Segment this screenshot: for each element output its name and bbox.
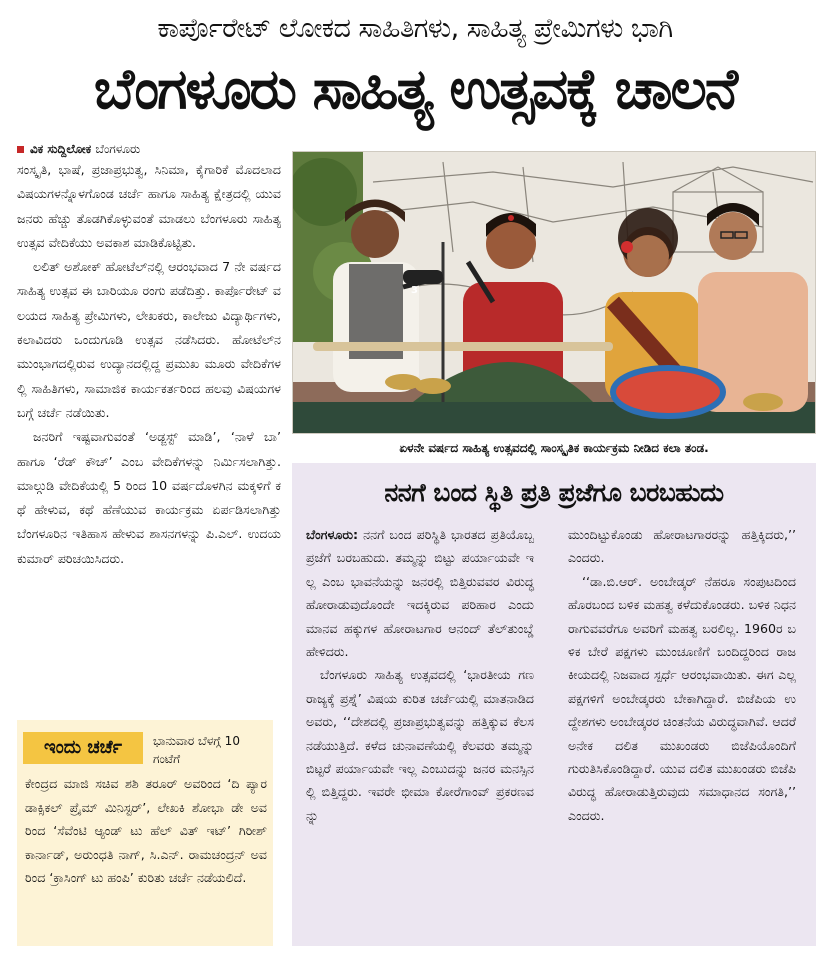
sidebar-story [292, 463, 816, 946]
sidebar-title: ನನಗೆ ಬಂದ ಸ್ಥಿತಿ ಪ್ರತಿ ಪ್ರಜೆಗೂ ಬರಬಹುದು [384, 478, 724, 507]
sidebar-column-2 [568, 523, 796, 827]
article-text [17, 158, 281, 571]
performers-photo-illustration [293, 152, 816, 434]
article-paragraph: ಲಲಿತ್ ಅಶೋಕ್ ಹೋಟೆಲ್‌ನಲ್ಲಿ ಆರಂಭವಾದ 7 ನೇ ವರ್ಷದ ಸಾಹಿತ್ಯ ಉತ್ಸವ ಈ ಬಾರಿಯೂ ರಂಗು ಪಡೆದಿತ್ತು. ಕಾರ್ಪೊರೇಟ್ ವಲಯದ ಸಾಹಿತ್ಯ ಪ್ರೇಮಿಗಳು, ಲೇಖಕರು, ಕಾಲೇಜು ವಿದ್ಯಾರ್ಥಿಗಳು, ಕಲಾವಿದರು ಒಂದುಗೂಡಿ ಉತ್ಸವ ನಡೆಸಿದರು. ಹೋಟೆಲ್‌ನ ಮುಂಭಾಗದಲ್ಲಿರುವ ಉದ್ಯಾನದಲ್ಲಿದ್ದ ಪ್ರಮುಖ ಮೂರು ವೇದಿಕೆಗಳಲ್ಲಿ ಸಾಹಿತಿಗಳು, ಸಾಮಾಜಿಕ ಕಾರ್ಯಕರ್ತರಿಂದ ಹಲವು ವಿಷಯಗಳ ಬಗ್ಗೆ ಚರ್ಚೆ ನಡೆಯಿತು. [17, 259, 281, 420]
sidebar-paragraph: ‘‘ಡಾ.ಬಿ.ಆರ್. ಅಂಬೇಡ್ಕರ್ ನೆಹರೂ ಸಂಪುಟದಿಂದ ಹೊರಬಂದ ಬಳಿಕ ಮಹತ್ವ ಕಳೆದುಕೊಂಡರು. ಬಳಿಕ ನಿಧನರಾಗುವವರೆಗೂ ಅವರಿಗೆ ಮಹತ್ವ ಬರಲಿಲ್ಲ. 1960ರ ಬಳಿಕ ಬೇರೆ ಪಕ್ಷಗಳು ಮುಂಚೂಣಿಗೆ ಬಂದಿದ್ದರಿಂದ ರಾಜಕೀಯದಲ್ಲಿ ನಿಜವಾದ ಸ್ಪರ್ಧೆ ಆರಂಭವಾಯಿತು. ಈಗ ಎಲ್ಲ ಪಕ್ಷಗಳಿಗೆ ಅಂಬೇಡ್ಕರರು ಬೇಕಾಗಿದ್ದಾರೆ. ಬಿಜೆಪಿಯ ಉದ್ದೇಶಗಳು ಅಂಬೇಡ್ಕರರ ಚಿಂತನೆಯ ವಿರುದ್ಧವಾಗಿವೆ. ಆದರೆ ಅನೇಕ ದಲಿತ ಮುಖಂಡರು ಬಿಜೆಪಿಯೊಂದಿಗೆ ಗುರುತಿಸಿಕೊಂಡಿದ್ದಾರೆ. ಯುವ ದಲಿತ ಮುಖಂಡರು ಬಿಜೆಪಿ ವಿರುದ್ಧ ಹೋರಾಡುತ್ತಿರುವುದು ಸಮಾಧಾನದ ಸಂಗತಿ,’’ ಎಂದರು. [568, 573, 797, 823]
bullet-square-icon [17, 146, 24, 153]
sidebar-paragraph: ಬೆಂಗಳೂರು ಸಾಹಿತ್ಯ ಉತ್ಸವದಲ್ಲಿ ‘ಭಾರತೀಯ ಗಣರಾಜ್ಯಕ್ಕೆ ಪ್ರಶ್ನೆ’ ವಿಷಯ ಕುರಿತ ಚರ್ಚೆಯಲ್ಲಿ ಮಾತನಾಡಿದ ಅವರು, ‘‘ದೇಶದಲ್ಲಿ ಪ್ರಜಾಪ್ರಭುತ್ವವನ್ನು ಹತ್ತಿಕ್ಕುವ ಕೆಲಸ ನಡೆಯುತ್ತಿದೆ. ಕಳೆದ ಚುನಾವಣೆಯಲ್ಲಿ ಕೆಲವರು ತಮ್ಮನ್ನು ಬಿಟ್ಟರೆ ಪರ್ಯಾಯವೇ ಇಲ್ಲ ಎಂಬುದನ್ನು ಜನರ ಮನಸ್ಸಿನಲ್ಲಿ ಬಿತ್ತಿದ್ದರು. ಇವರೇ ಭೀಮಾ ಕೋರೆಗಾಂವ್ ಪ್ರಕರಣವನ್ನು [306, 667, 534, 823]
sidebar-dateline: ಬೆಂಗಳೂರು: [306, 527, 359, 542]
event-photo [292, 151, 816, 434]
today-discussion-body: ಕೇಂದ್ರದ ಮಾಜಿ ಸಚಿವ ಶಶಿ ತರೂರ್ ಅವರಿಂದ ‘ದಿ ಪ್ಯಾರಡಾಕ್ಸಿಕಲ್ ಪ್ರೈಮ್ ಮಿನಿಸ್ಟರ್’, ಲೇಖಕಿ ಶೋಭಾ ಡೇ ಅವರಿಂದ ‘ಸೆವೆಂಟಿ ಆ್ಯಂಡ್ ಟು ಹೆಲ್ ವಿತ್ ಇಟ್’ ಗಿರೀಶ್ ಕಾರ್ನಾಡ್, ಅರುಂಧತಿ ನಾಗ್, ಸಿ.ಎನ್. ರಾಮಚಂದ್ರನ್ ಅವರಿಂದ ‘ಕ್ರಾಸಿಂಗ್ ಟು ಹಂಪಿ’ ಕುರಿತು ಚರ್ಚೆ ನಡೆಯಲಿದೆ. [25, 776, 267, 886]
mic-number-label: 3 [411, 285, 418, 296]
article-body-column [17, 140, 281, 571]
byline-source: ವಿಕ ಸುದ್ದಿಲೋಕ [30, 142, 92, 156]
article-kicker: ಕಾರ್ಪೊರೇಟ್ ಲೋಕದ ಸಾಹಿತಿಗಳು, ಸಾಹಿತ್ಯ ಪ್ರೇಮಿಗಳು ಭಾಗಿ [157, 13, 673, 44]
article-paragraph: ಜನರಿಗೆ ಇಷ್ಟವಾಗುವಂತೆ ‘ಅಡ್ಜಸ್ಟ್ ಮಾಡಿ’, ‘ನಾಳೆ ಬಾ’ ಹಾಗೂ ‘ರೆಡ್ ಕೌಚ್’ ಎಂಬ ವೇದಿಕೆಗಳನ್ನು ನಿರ್ಮಿಸಲಾಗಿತ್ತು. ಮಾಲ್ಗುಡಿ ವೇದಿಕೆಯಲ್ಲಿ 5 ರಿಂದ 10 ವರ್ಷದೊಳಗಿನ ಮಕ್ಕಳಿಗೆ ಕಥೆ ಹೇಳುವ, ಕಥೆ ಹೆಣೆಯುವ ಕಾರ್ಯಕ್ರಮ ಏರ್ಪಡಿಸಲಾಗಿತ್ತು ಬೆಂಗಳೂರಿನ ಇತಿಹಾಸ ಹೇಳುವ ಶಾಸನಗಳನ್ನು ಪಿ.ಎಲ್. ಉದಯಕುಮಾರ್ ಪರಿಚಯಿಸಿದರು. [17, 429, 281, 566]
byline-place: ಬೆಂಗಳೂರು [95, 142, 141, 156]
sidebar-paragraph: ಮುಂದಿಟ್ಟುಕೊಂಡು ಹೋರಾಟಗಾರರನ್ನು ಹತ್ತಿಕ್ಕಿದರು,’’ ಎಂದರು. [568, 527, 796, 566]
article-headline: ಬೆಂಗಳೂರು ಸಾಹಿತ್ಯ ಉತ್ಸವಕ್ಕೆ ಚಾಲನೆ [93, 57, 737, 122]
today-discussion-box [17, 720, 273, 946]
today-discussion-tag: ಇಂದು ಚರ್ಚೆ [23, 732, 143, 764]
photo-caption: ಏಳನೇ ವರ್ಷದ ಸಾಹಿತ್ಯ ಉತ್ಸವದಲ್ಲಿ ಸಾಂಸ್ಕೃತಿಕ ಕಾರ್ಯಕ್ರಮ ನೀಡಿದ ಕಲಾ ತಂಡ. [399, 441, 709, 455]
byline [17, 140, 281, 158]
article-paragraph: ಸಂಸ್ಕೃತಿ, ಭಾಷೆ, ಪ್ರಜಾಪ್ರಭುತ್ವ, ಸಿನಿಮಾ, ಕೈಗಾರಿಕೆ ಮೊದಲಾದ ವಿಷಯಗಳನ್ನೊಳಗೊಂಡ ಚರ್ಚೆ ಹಾಗೂ ಸಾಹಿತ್ಯ ಕ್ಷೇತ್ರದಲ್ಲಿ ಯುವಜನರು ಹೆಚ್ಚು ತೊಡಗಿಕೊಳ್ಳುವಂತೆ ಮಾಡಲು ಬೆಂಗಳೂರು ಸಾಹಿತ್ಯ ಉತ್ಸವ ವೇದಿಕೆಯು ಅವಕಾಶ ಮಾಡಿಕೊಟ್ಟಿತು. [17, 162, 281, 250]
sidebar-paragraph-text: ನನಗೆ ಬಂದ ಪರಿಸ್ಥಿತಿ ಭಾರತದ ಪ್ರತಿಯೊಬ್ಬ ಪ್ರಜೆಗೆ ಬರಬಹುದು. ತಮ್ಮನ್ನು ಬಿಟ್ಟು ಪರ್ಯಾಯವೇ ಇಲ್ಲ ಎಂಬ ಭಾವನೆಯನ್ನು ಜನರಲ್ಲಿ ಬಿತ್ತಿರುವವರ ವಿರುದ್ಧ ಹೋರಾಡುವುದೊಂದೇ ಇದಕ್ಕಿರುವ ಪರಿಹಾರ ಎಂದು ಮಾನವ ಹಕ್ಕುಗಳ ಹೋರಾಟಗಾರ ಆನಂದ್ ತೆಲ್‌ತುಂಬ್ಡೆ ಹೇಳಿದರು. [306, 527, 534, 660]
sidebar-paragraph [306, 523, 534, 663]
today-discussion-time: ಭಾನುವಾರ ಬೆಳಗ್ಗೆ 10 ಗಂಟೆಗೆ [153, 734, 240, 766]
sidebar-column-1 [306, 523, 534, 827]
